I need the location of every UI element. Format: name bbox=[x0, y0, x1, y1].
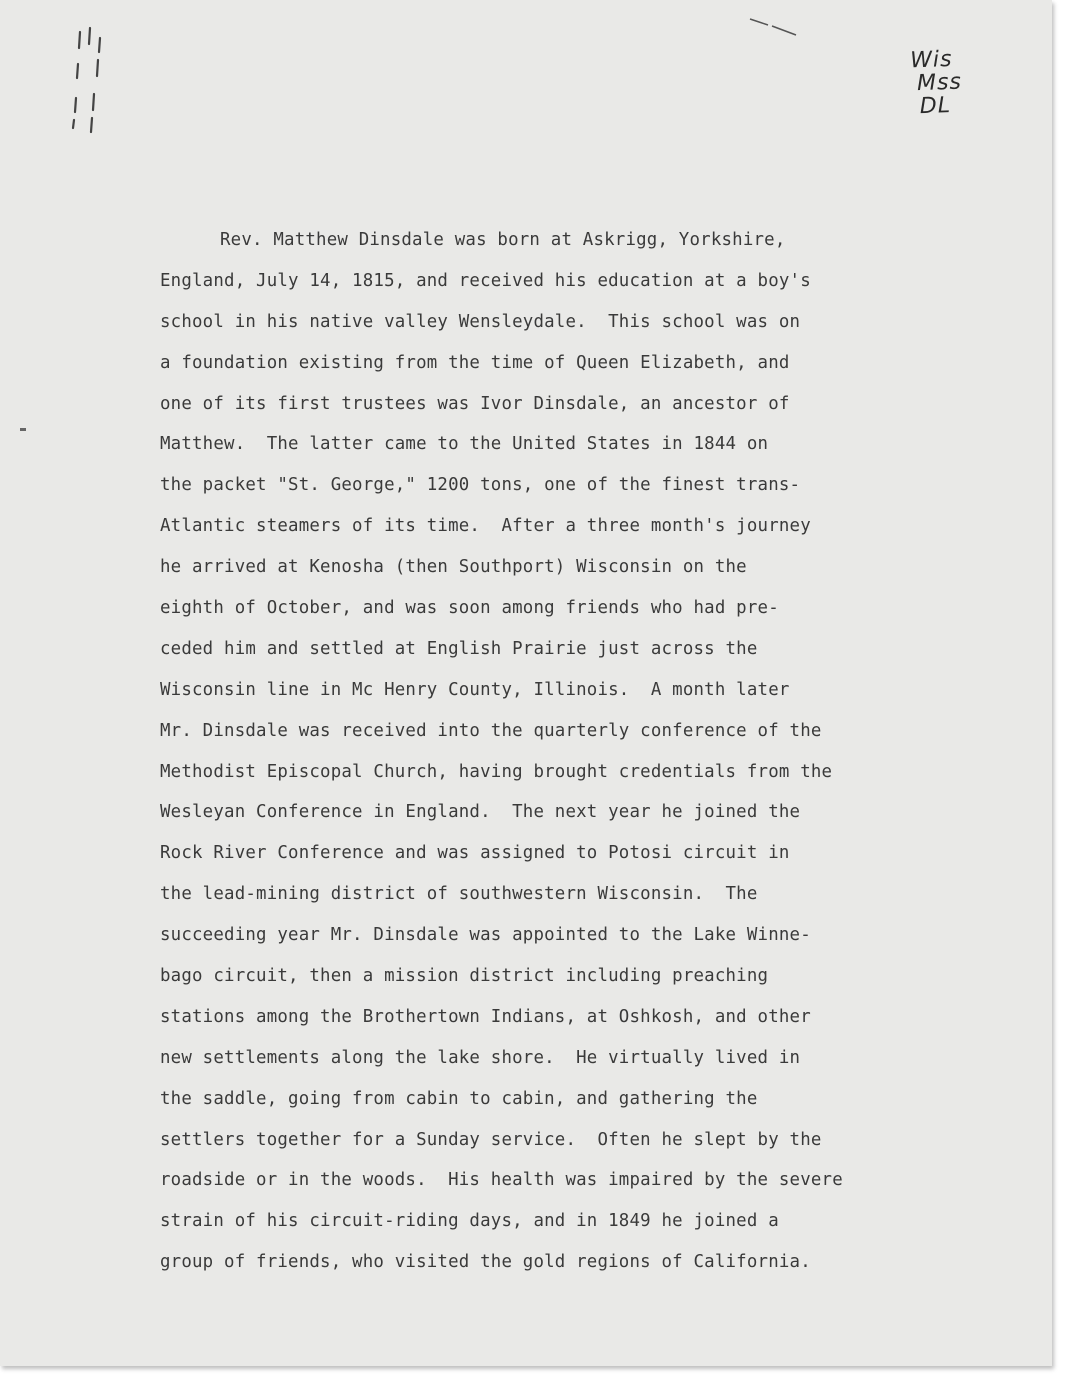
text-line: succeeding year Mr. Dinsdale was appointed to the Lake Winne- bbox=[160, 925, 811, 946]
text-line: one of its first trustees was Ivor Dinsdale, an ancestor of bbox=[160, 393, 790, 414]
text-line: roadside or in the woods. His health was impaired by the severe bbox=[160, 1170, 843, 1191]
text-line: Atlantic steamers of its time. After a three month's journey bbox=[160, 516, 811, 537]
text-line: stations among the Brothertown Indians, at Oshkosh, and other bbox=[160, 1006, 811, 1027]
text-line: a foundation existing from the time of Queen Elizabeth, and bbox=[160, 352, 790, 373]
text-line: he arrived at Kenosha (then Southport) Wisconsin on the bbox=[160, 557, 747, 578]
text-line: strain of his circuit-riding days, and in 1849 he joined a bbox=[160, 1211, 779, 1232]
note-line: DL bbox=[919, 92, 952, 120]
text-line: Rev. Matthew Dinsdale was born at Askrigg, Yorkshire, bbox=[220, 230, 786, 250]
text-line: eighth of October, and was soon among friends who had pre- bbox=[160, 598, 779, 619]
archive-handwritten-note bbox=[904, 46, 996, 118]
text-line: Rock River Conference and was assigned to Potosi circuit in bbox=[160, 843, 790, 864]
text-line: Methodist Episcopal Church, having brought credentials from the bbox=[160, 761, 833, 782]
text-line: the lead-mining district of southwestern Wisconsin. The bbox=[160, 884, 758, 905]
text-line: settlers together for a Sunday service. Often he slept by the bbox=[160, 1129, 822, 1150]
typed-biography-text bbox=[160, 220, 980, 1283]
note-line: Mss bbox=[916, 69, 963, 97]
text-line: Mr. Dinsdale was received into the quarterly conference of the bbox=[160, 720, 822, 741]
text-line: school in his native valley Wensleydale. This school was on bbox=[160, 311, 801, 332]
text-line: new settlements along the lake shore. He virtually lived in bbox=[160, 1047, 801, 1068]
text-line: Matthew. The latter came to the United States in 1844 on bbox=[160, 434, 769, 455]
text-line: the packet "St. George," 1200 tons, one of the finest trans- bbox=[160, 475, 801, 496]
note-line: Wis bbox=[909, 46, 953, 74]
text-line: England, July 14, 1815, and received his education at a boy's bbox=[160, 270, 811, 291]
edge-mark bbox=[20, 428, 26, 431]
text-line: bago circuit, then a mission district including preaching bbox=[160, 966, 769, 987]
text-line: Wisconsin line in Mc Henry County, Illinois. A month later bbox=[160, 679, 790, 700]
stray-pencil-mark bbox=[748, 15, 798, 37]
text-line: ceded him and settled at English Prairie just across the bbox=[160, 638, 758, 659]
binding-marks bbox=[68, 20, 108, 140]
text-line: group of friends, who visited the gold regions of California. bbox=[160, 1252, 811, 1273]
text-line: Wesleyan Conference in England. The next year he joined the bbox=[160, 802, 801, 823]
text-line: the saddle, going from cabin to cabin, and gathering the bbox=[160, 1088, 758, 1109]
